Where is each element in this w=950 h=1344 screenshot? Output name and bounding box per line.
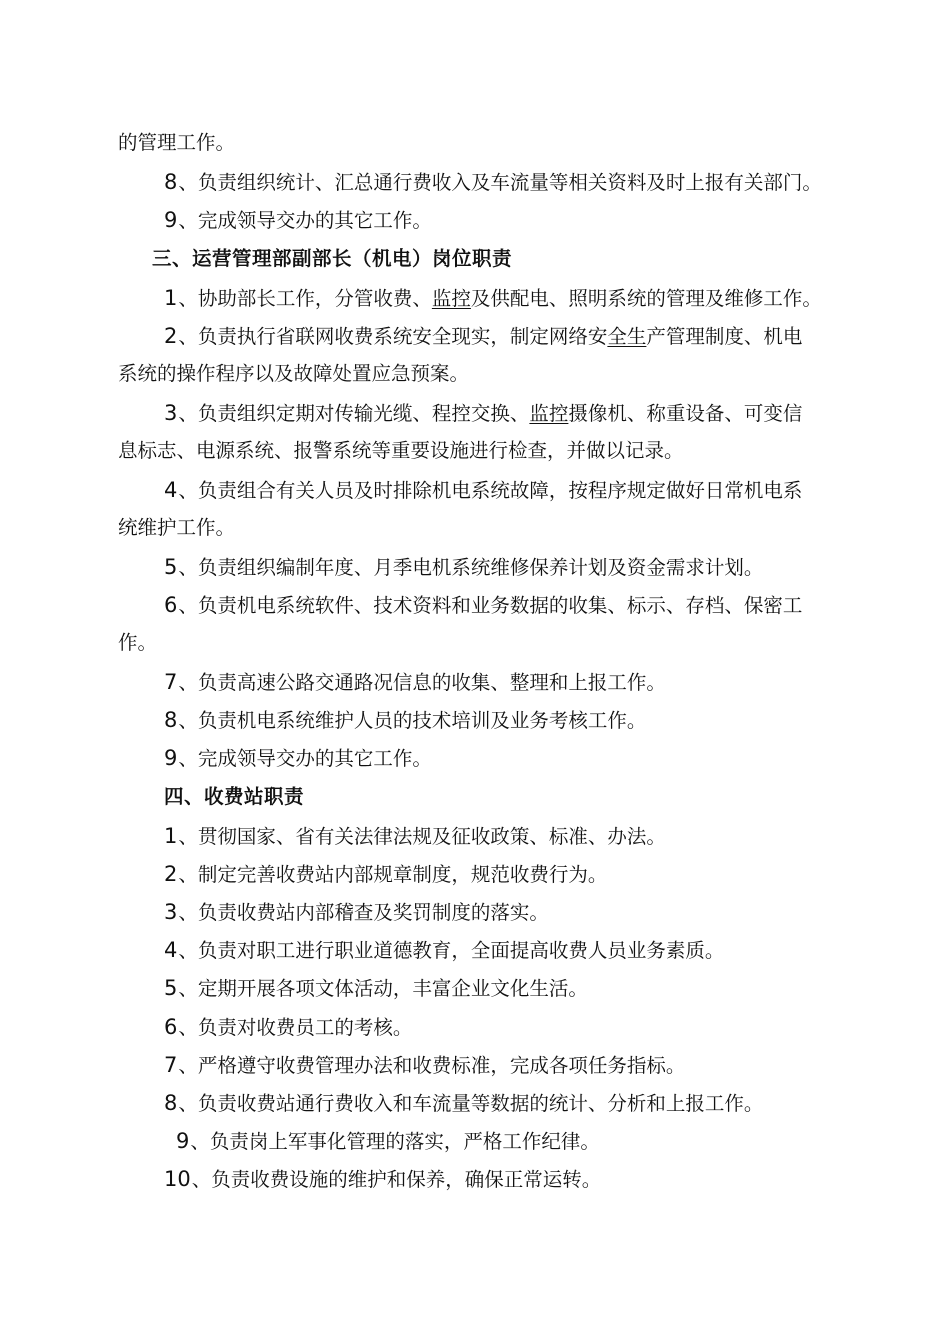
list-item: 7、严格遵守收费管理办法和收费标准，完成各项任务指标。 bbox=[164, 1053, 686, 1077]
underlined-text: 监控 bbox=[529, 402, 569, 425]
item-number: 8 bbox=[164, 170, 178, 194]
list-item: 8、负责机电系统维护人员的技术培训及业务考核工作。 bbox=[164, 708, 647, 732]
list-item: 2、制定完善收费站内部规章制度，规范收费行为。 bbox=[164, 862, 608, 886]
list-item: 9、负责岗上军事化管理的落实，严格工作纪律。 bbox=[176, 1129, 600, 1153]
list-item: 6、负责对收费员工的考核。 bbox=[164, 1015, 413, 1039]
section-heading: 四、收费站职责 bbox=[164, 785, 305, 808]
list-item: 1、贯彻国家、省有关法律法规及征收政策、标准、办法。 bbox=[164, 824, 666, 848]
list-item: 5、负责组织编制年度、月季电机系统维修保养计划及资金需求计划。 bbox=[164, 555, 764, 579]
list-item: 8、负责收费站通行费收入和车流量等数据的统计、分析和上报工作。 bbox=[164, 1091, 764, 1115]
paragraph-continuation: 息标志、电源系统、报警系统等重要设施进行检查，并做以记录。 bbox=[118, 439, 684, 462]
section-heading: 三、运营管理部副部长（机电）岗位职责 bbox=[152, 247, 513, 270]
list-item: 4、负责组合有关人员及时排除机电系统故障，按程序规定做好日常机电系 bbox=[164, 478, 803, 502]
paragraph-continuation: 作。 bbox=[118, 631, 158, 654]
paragraph-continuation: 统维护工作。 bbox=[118, 516, 236, 539]
list-item: 4、负责对职工进行职业道德教育，全面提高收费人员业务素质。 bbox=[164, 938, 725, 962]
list-item: 2、负责执行省联网收费系统安全现实，制定网络安全生产管理制度、机电 bbox=[164, 324, 803, 348]
list-item: 8、负责组织统计、汇总通行费收入及车流量等相关资料及时上报有关部门。 bbox=[164, 170, 822, 194]
list-item: 3、负责收费站内部稽查及奖罚制度的落实。 bbox=[164, 900, 549, 924]
list-item: 9、完成领导交办的其它工作。 bbox=[164, 208, 432, 232]
item-number: 9 bbox=[164, 208, 178, 232]
list-item: 9、完成领导交办的其它工作。 bbox=[164, 746, 432, 770]
list-item: 5、定期开展各项文体活动，丰富企业文化生活。 bbox=[164, 976, 588, 1000]
underlined-text: 全生 bbox=[607, 325, 647, 348]
list-item: 3、负责组织定期对传输光缆、程控交换、监控摄像机、称重设备、可变信 bbox=[164, 401, 803, 425]
list-item: 1、协助部长工作，分管收费、监控及供配电、照明系统的管理及维修工作。 bbox=[164, 286, 822, 310]
paragraph-continuation: 的管理工作。 bbox=[118, 131, 236, 154]
list-item: 7、负责高速公路交通路况信息的收集、整理和上报工作。 bbox=[164, 670, 666, 694]
underlined-text: 监控 bbox=[431, 287, 471, 310]
list-item: 10、负责收费设施的维护和保养，确保正常运转。 bbox=[164, 1167, 602, 1191]
paragraph-continuation: 系统的操作程序以及故障处置应急预案。 bbox=[118, 362, 470, 385]
list-item: 6、负责机电系统软件、技术资料和业务数据的收集、标示、存档、保密工 bbox=[164, 593, 803, 617]
